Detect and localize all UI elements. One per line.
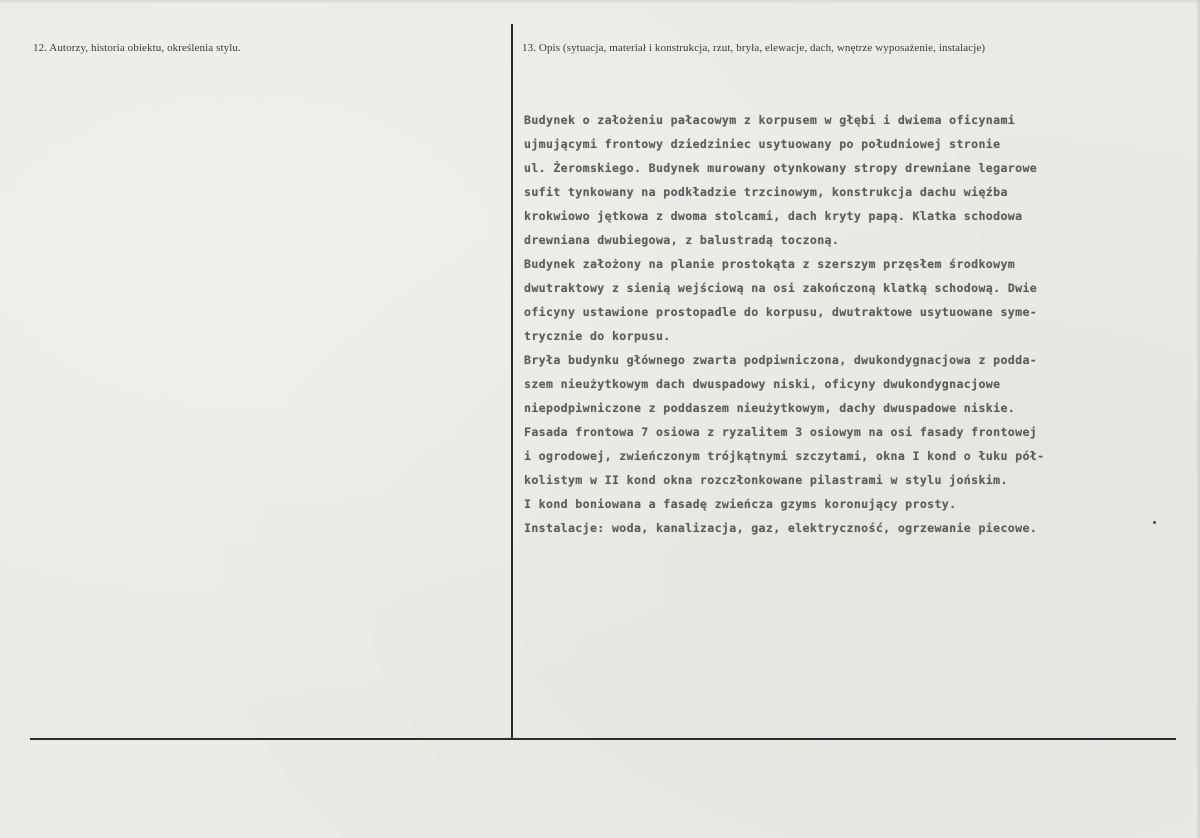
- description-line: Instalacje: woda, kanalizacja, gaz, elektryczność, ogrzewanie piecowe.: [524, 521, 1038, 535]
- bottom-divider: [30, 738, 1176, 740]
- description-line: dwutraktowy z sienią wejściową na osi zakończoną klatką schodową. Dwie: [524, 281, 1038, 295]
- description-line: Bryła budynku głównego zwarta podpiwniczona, dwukondygnacjowa z podda-: [524, 353, 1038, 367]
- description-line: ujmującymi frontowy dziedziniec usytuowany po południowej stronie: [524, 137, 1001, 151]
- description-line: drewniana dwubiegowa, z balustradą toczoną.: [524, 233, 840, 247]
- description-line: szem nieużytkowym dach dwuspadowy niski, oficyny dwukondygnacjowe: [524, 377, 1001, 391]
- description-line: kolistym w II kond okna rozczłonkowane pilastrami w stylu jońskim.: [524, 473, 1008, 487]
- description-line: ul. Żeromskiego. Budynek murowany otynkowany stropy drewniane legarowe: [524, 161, 1038, 175]
- description-line: Budynek założony na planie prostokąta z szerszym przęsłem środkowym: [524, 257, 1016, 271]
- description-line: Budynek o założeniu pałacowym z korpusem w głębi i dwiema oficynami: [524, 113, 1016, 127]
- description-line: trycznie do korpusu.: [524, 329, 671, 343]
- description-line: niepodpiwniczone z poddaszem nieużytkowym, dachy dwuspadowe niskie.: [524, 401, 1016, 415]
- section-12-label: 12. Autorzy, historia obiektu, określenia stylu.: [33, 42, 241, 54]
- paper-right-edge: [1196, 0, 1200, 838]
- description-line: krokwiowo jętkowa z dwoma stolcami, dach kryty papą. Klatka schodowa: [524, 209, 1023, 223]
- description-line: i ogrodowej, zwieńczonym trójkątnymi szczytami, okna I kond o łuku pół-: [524, 449, 1045, 463]
- ink-dot: [1153, 521, 1156, 524]
- paper-top-edge: [0, 0, 1200, 4]
- description-line: Fasada frontowa 7 osiowa z ryzalitem 3 osiowym na osi fasady frontowej: [524, 425, 1038, 439]
- column-divider: [511, 24, 513, 738]
- typed-description: [524, 108, 1164, 540]
- section-13-label: 13. Opis (sytuacja, materiał i konstrukcja, rzut, bryła, elewacje, dach, wnętrze wyposażenie, instalacje): [522, 42, 986, 54]
- description-line: sufit tynkowany na podkładzie trzcinowym, konstrukcja dachu więźba: [524, 185, 1008, 199]
- description-line: I kond boniowana a fasadę zwieńcza gzyms koronujący prosty.: [524, 497, 957, 511]
- description-line: oficyny ustawione prostopadle do korpusu, dwutraktowe usytuowane syme-: [524, 305, 1038, 319]
